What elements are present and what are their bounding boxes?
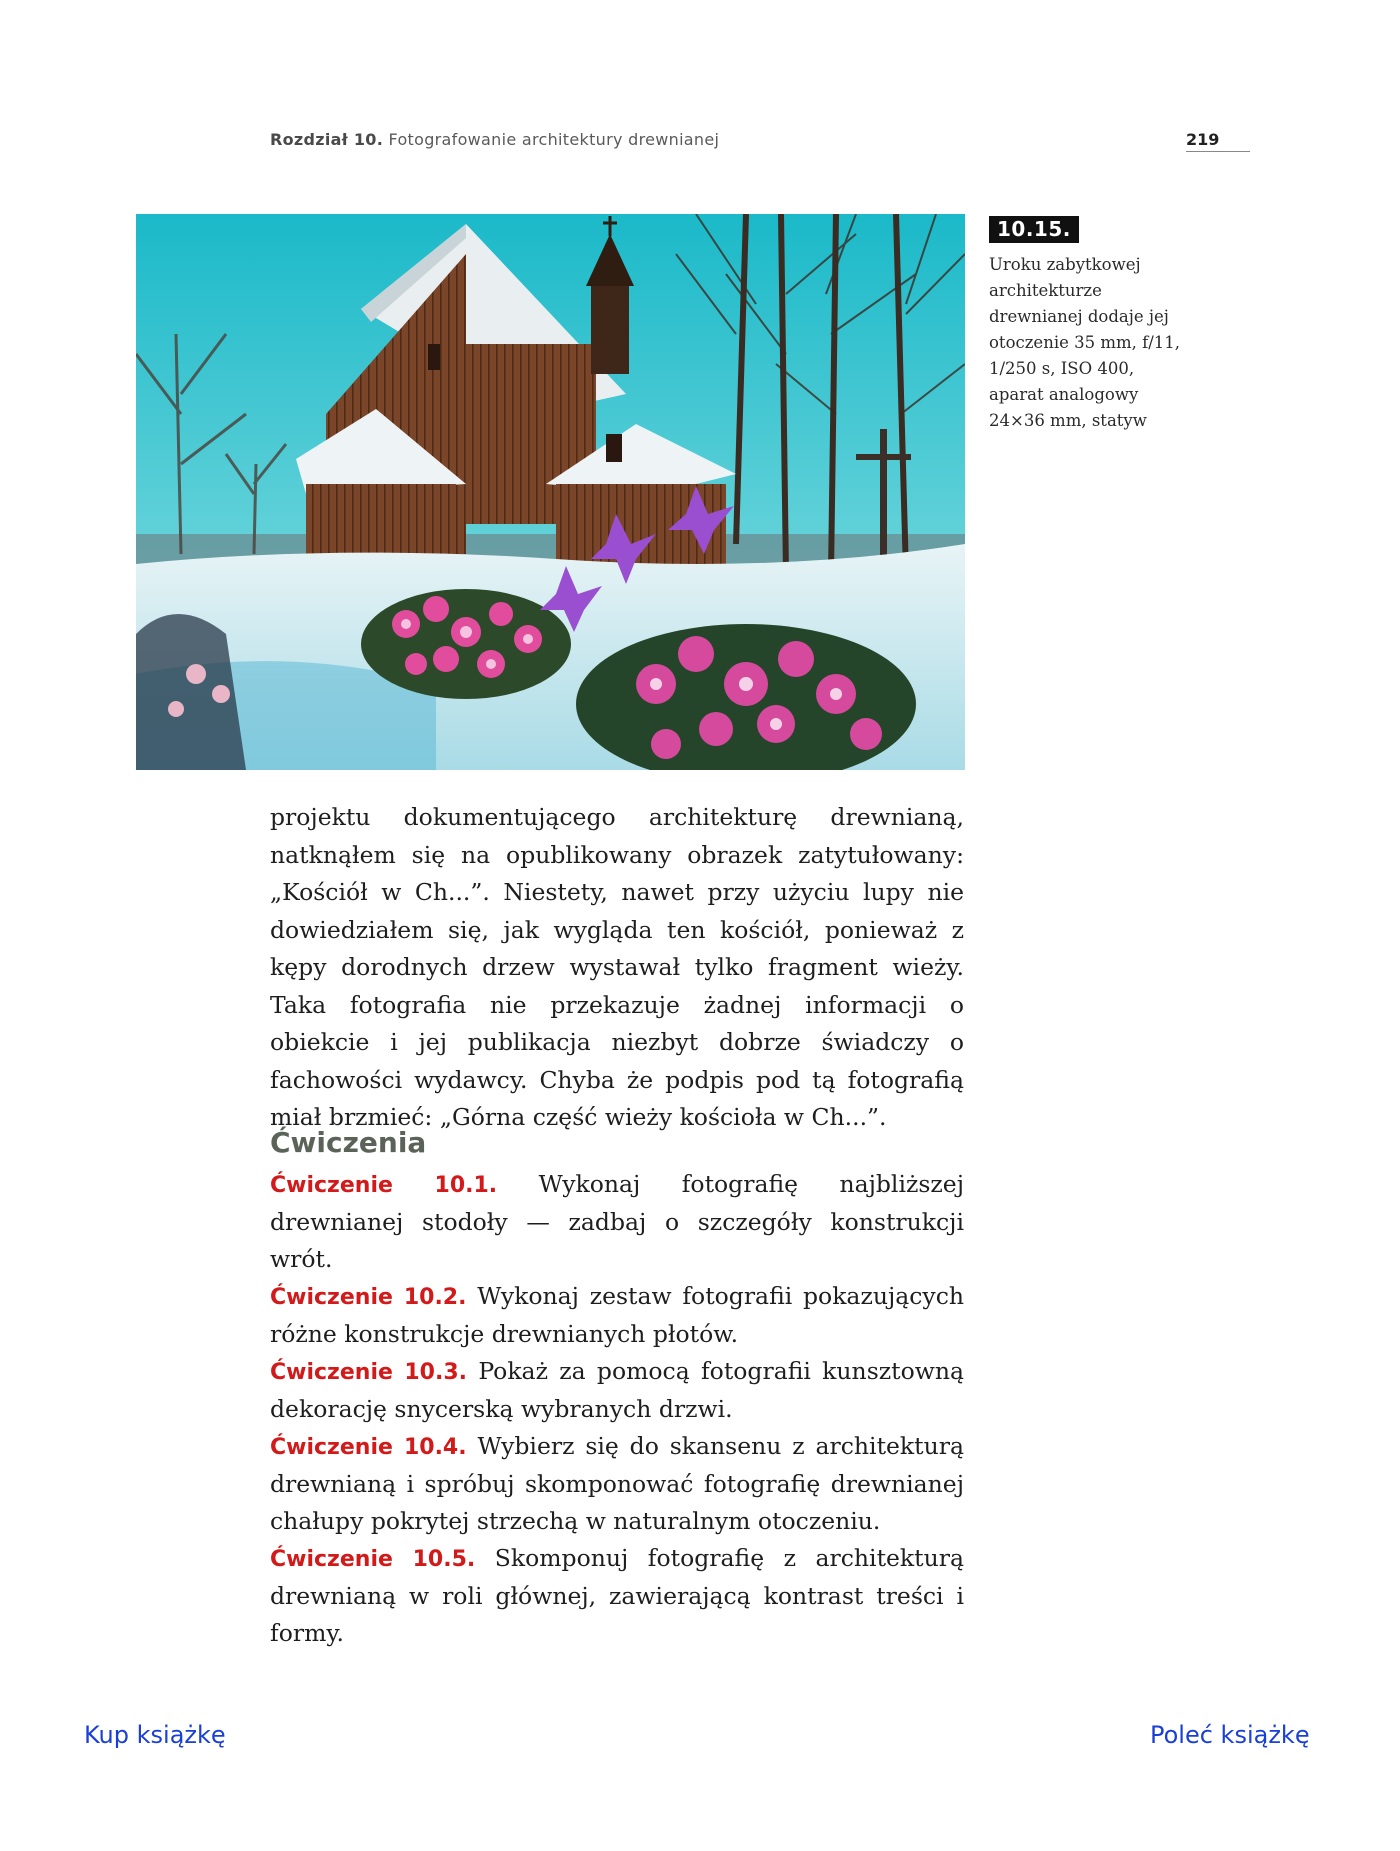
running-header <box>270 130 719 149</box>
exercise-label: Ćwiczenie 10.2. <box>270 1285 467 1310</box>
exercise-text: Skomponuj fotografię z architekturą drewnianą w roli głównej, zawierającą kontrast treści i formy. <box>270 1544 964 1647</box>
church-photo <box>136 214 965 770</box>
exercise-label: Ćwiczenie 10.4. <box>270 1435 467 1460</box>
exercises-heading: Ćwiczenia <box>270 1126 427 1159</box>
page-number: 219 <box>1186 130 1250 152</box>
exercise-item <box>270 1353 964 1428</box>
figure-number: 10.15. <box>989 216 1079 243</box>
exercises-list <box>270 1166 964 1652</box>
exercise-text: Pokaż za pomocą fotografii kunsztowną dekorację snycerską wybranych drzwi. <box>270 1357 964 1423</box>
exercise-label: Ćwiczenie 10.1. <box>270 1173 498 1198</box>
exercise-text: Wykonaj fotografię najbliższej drewnianej stodoły — zadbaj o szczegóły konstrukcji wrót. <box>270 1170 964 1273</box>
exercise-text: Wykonaj zestaw fotografii pokazujących różne konstrukcje drewnianych płotów. <box>270 1282 964 1348</box>
chapter-title: Fotografowanie architektury drewnianej <box>388 130 720 149</box>
exercise-label: Ćwiczenie 10.3. <box>270 1360 468 1385</box>
buy-book-link[interactable]: Kup książkę <box>84 1721 226 1749</box>
chapter-label: Rozdział 10. <box>270 130 384 149</box>
exercise-item <box>270 1428 964 1540</box>
exercise-item <box>270 1540 964 1652</box>
body-paragraph: projektu dokumentującego architekturę drewnianą, natknąłem się na opublikowany obrazek zatytułowany: „Kościół w Ch...”. Niestety, nawet przy użyciu lupy nie dowiedziałem się, jak wygląda ten kościół, ponieważ z kępy dorodnych drzew wystawał tylko fragment wieży. Taka fotografia nie przekazuje żadnej informacji o obiekcie i jej publikacja niezbyt dobrze świadczy o fachowości wydawcy. Chyba że podpis pod tą fotografią miał brzmieć: „Górna część wieży kościoła w Ch...”. <box>270 803 964 1131</box>
exercise-item <box>270 1278 964 1353</box>
figure-caption: Uroku zabytkowej architekturze drewnianej dodaje jej otoczenie 35 mm, f/11, 1/250 s, ISO 400, aparat analogowy 24×36 mm, statyw <box>989 255 1181 430</box>
exercise-text: Wybierz się do skansenu z architekturą drewnianą i spróbuj skomponować fotografię drewnianej chałupy pokrytej strzechą w naturalnym otoczeniu. <box>270 1432 964 1535</box>
recommend-book-link[interactable]: Poleć książkę <box>1150 1721 1310 1749</box>
exercise-label: Ćwiczenie 10.5. <box>270 1547 476 1572</box>
exercise-item <box>270 1166 964 1278</box>
